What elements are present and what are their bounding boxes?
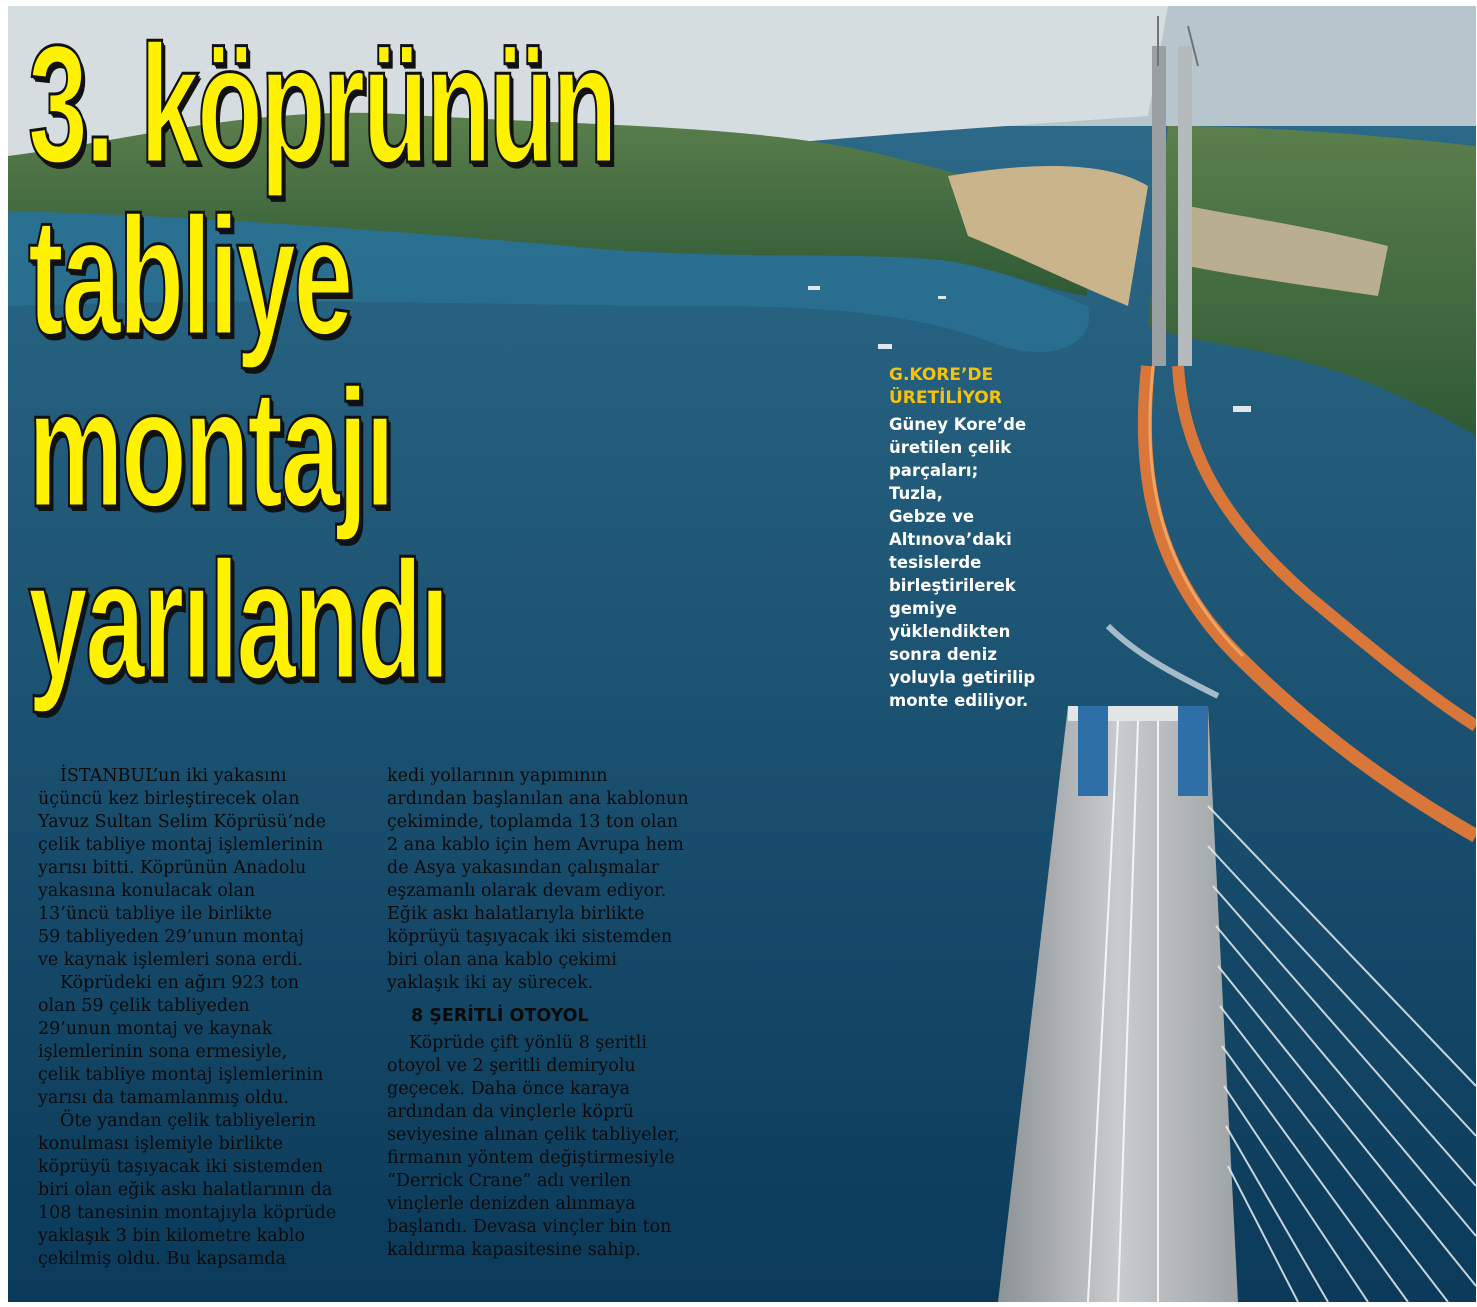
article-line: köprüyü taşıyacak iki sistemden (38, 1157, 324, 1177)
caption-line: monte ediliyor. (889, 691, 1029, 710)
article-line: Eğik askı halatlarıyla birlikte (387, 904, 645, 924)
article-line: vinçlerle denizden alınmaya (387, 1194, 636, 1214)
derrick-crane-right (1178, 706, 1208, 796)
caption-title (889, 364, 1069, 410)
article-line: yaklaşık iki ay sürecek. (387, 973, 594, 993)
article-line: biri olan ana kablo çekimi (387, 950, 617, 970)
bridge-tower-left (1152, 46, 1166, 366)
article-line: geçecek. Daha önce karaya (387, 1079, 631, 1099)
article-line: kedi yollarının yapımının (387, 766, 608, 786)
article-line: eşzamanlı olarak devam ediyor. (387, 881, 667, 901)
article-column-1 (38, 765, 368, 1271)
caption-title-line: ÜRETİLİYOR (889, 388, 1002, 408)
article-line: başlandı. Devasa vinçler bin ton (387, 1217, 672, 1237)
article-line: yarısı bitti. Köprünün Anadolu (38, 858, 307, 878)
caption-title-line: G.KORE’DE (889, 365, 994, 385)
derrick-crane-left (1078, 706, 1108, 796)
caption-line: gemiye (889, 599, 957, 618)
article-line: yarısı da tamamlanmış oldu. (38, 1088, 289, 1108)
article-line: çelik tabliye montaj işlemlerinin (38, 1065, 324, 1085)
caption-line: Altınova’daki (889, 530, 1012, 549)
article-line: ardından da vinçlerle köprü (387, 1102, 634, 1122)
article-line: Köprüdeki en ağırı 923 ton (60, 973, 300, 993)
caption-line: sonra deniz (889, 645, 997, 664)
article-line: 29’unun montaj ve kaynak (38, 1019, 273, 1039)
article-line: çekilmiş oldu. Bu kapsamda (38, 1249, 286, 1269)
article-line: Yavuz Sultan Selim Köprüsü’nde (38, 812, 327, 832)
article-line: İSTANBUL’un iki yakasını (60, 766, 287, 786)
article-line: biri olan eğik askı halatlarının da (38, 1180, 333, 1200)
article-line: işlemlerinin sona ermesiyle, (38, 1042, 288, 1062)
article-line: seviyesine alınan çelik tabliyeler, (387, 1125, 680, 1145)
caption-body (889, 413, 1069, 712)
article-line: otoyol ve 2 şeritli demiryolu (387, 1056, 636, 1076)
article-line: çelik tabliye montaj işlemlerinin (38, 835, 324, 855)
article-column-2 (387, 765, 717, 1262)
headline (28, 10, 616, 714)
bridge-tower-right (1178, 46, 1192, 366)
headline-line-1: 3. köprünün (28, 10, 616, 198)
article-line: kaldırma kapasitesine sahip. (387, 1240, 641, 1260)
caption-line: parçaları; (889, 461, 979, 480)
caption-line: Güney Kore’de (889, 415, 1027, 434)
headline-line-4: yarılandı (28, 526, 448, 714)
caption-line: Tuzla, (889, 484, 943, 503)
article-line: köprüyü taşıyacak iki sistemden (387, 927, 673, 947)
article-line: çekiminde, toplamda 13 ton olan (387, 812, 679, 832)
article-line: yakasına konulacak olan (38, 881, 256, 901)
article-line: Köprüde çift yönlü 8 şeritli (409, 1033, 647, 1053)
headline-line-3: montajı (28, 354, 393, 542)
caption-line: tesislerde (889, 553, 982, 572)
article-line: 59 tabliyeden 29’unun montaj (38, 927, 305, 947)
article-line: ve kaynak işlemleri sona erdi. (38, 950, 304, 970)
article-line: Öte yandan çelik tabliyelerin (60, 1111, 317, 1131)
caption-line: yüklendikten (889, 622, 1011, 641)
caption-line: birleştirilerek (889, 576, 1016, 595)
article-line: ardından başlanılan ana kablonun (387, 789, 689, 809)
caption-line: yoluyla getirilip (889, 668, 1036, 687)
headline-line-2: tabliye (28, 182, 351, 370)
section-subhead: 8 ŞERİTLİ OTOYOL (411, 1006, 589, 1026)
article-line: firmanın yöntem değiştirmesiyle (387, 1148, 675, 1168)
article-line: de Asya yakasından çalışmalar (387, 858, 660, 878)
caption-line: Gebze ve (889, 507, 975, 526)
article-line: “Derrick Crane” adı verilen (387, 1171, 632, 1191)
caption-line: üretilen çelik (889, 438, 1012, 457)
article-line: 13’üncü tabliye ile birlikte (38, 904, 273, 924)
article-line: 108 tanesinin montajıyla köprüde (38, 1203, 337, 1223)
photo-caption-box (889, 364, 1069, 712)
article-line: konulması işlemiyle birlikte (38, 1134, 283, 1154)
article-line: olan 59 çelik tabliyeden (38, 996, 250, 1016)
article-line: 2 ana kablo için hem Avrupa hem (387, 835, 684, 855)
article-line: üçüncü kez birleştirecek olan (38, 789, 300, 809)
article-line: yaklaşık 3 bin kilometre kablo (38, 1226, 306, 1246)
